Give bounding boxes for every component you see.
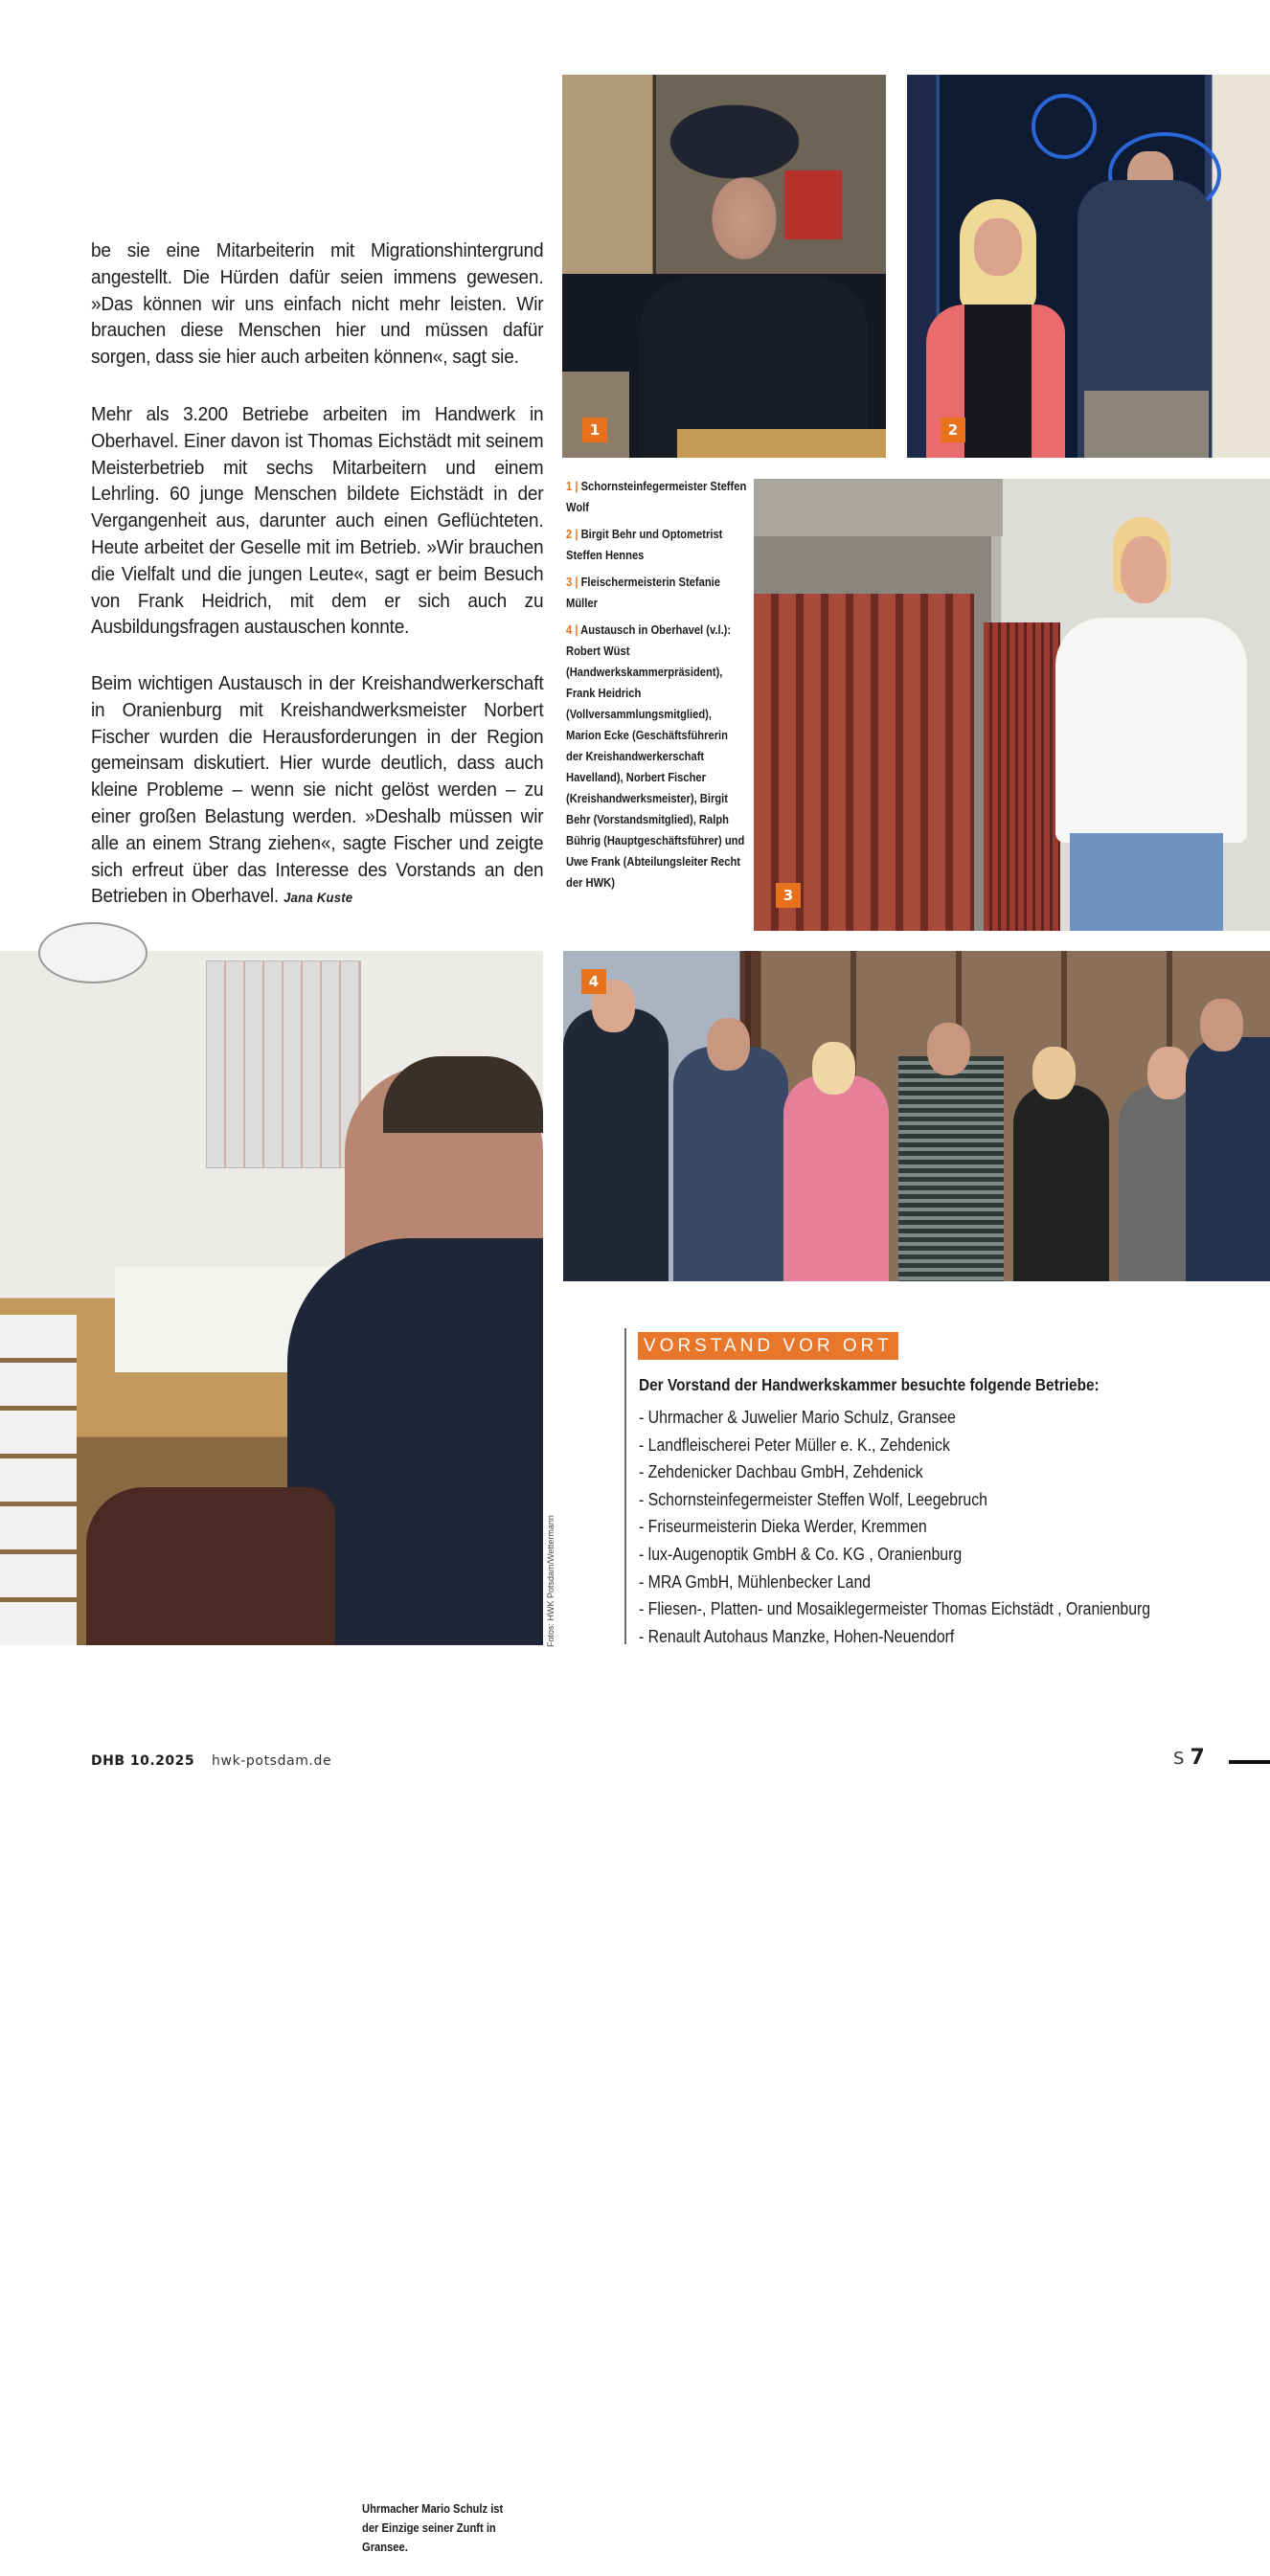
article-paragraph-1: be sie eine Mitarbeiterin mit Migrationshintergrund angestellt. Die Hürden dafür seien immens gewesen. »Das können wir uns einfach nicht mehr leisten. Wir brauchen diese Menschen hier und müssen dafür sorgen, dass sie hier auch arbeiten können«, sagt sie. (91, 239, 544, 369)
list-item: - Zehdenicker Dachbau GmbH, Zehdenick (639, 1462, 923, 1482)
photo-butcher (754, 479, 1270, 931)
photo-group (563, 951, 1270, 1281)
page-number-value: 7 (1190, 1746, 1205, 1770)
photo-optician (907, 75, 1270, 458)
caption-4: 4 | Austausch in Oberhavel (v.l.): Robert Wüst (Handwerkskammerpräsident), Frank Heidrich (Vollversammlungsmitglied), Marion Ecke (Geschäftsführerin der Kreishandwerkerschaft Havelland), Norbert Fischer (Kreishandwerksmeister), Birgit Behr (Vorstandsmitglied), Ralph Bührig (Hauptgeschäftsführer) und Uwe Frank (Abteilungsleiter Recht der HWK) (566, 622, 745, 890)
list-item: - Friseurmeisterin Dieka Werder, Kremmen (639, 1517, 927, 1537)
article-column (91, 237, 543, 371)
photo-badge: 2 (941, 418, 965, 442)
watchmaker-caption: Uhrmacher Mario Schulz ist der Einzige seiner Zunft in Gransee. (351, 2486, 521, 2576)
caption-3: 3 | Fleischermeisterin Stefanie Müller (566, 575, 720, 610)
photo-badge: 4 (581, 969, 606, 994)
infobox-rule (624, 1328, 626, 1644)
page-prefix: S (1173, 1749, 1185, 1769)
photo-captions (566, 476, 747, 899)
list-item: - lux-Augenoptik GmbH & Co. KG , Oranienburg (639, 1544, 963, 1564)
photo-badge: 1 (582, 418, 607, 442)
footer-rule (1229, 1760, 1270, 1764)
article-paragraph-2: Mehr als 3.200 Betriebe arbeiten im Handwerk in Oberhavel. Einer davon ist Thomas Eichstädt mit seinem Meisterbetrieb mit sechs Mitarbeitern und einem Lehrling. 60 junge Menschen bildete Eichstädt in der Vergangenheit aus, darunter auch einen Geflüchteten. Heute arbeitet der Geselle mit im Betrieb. »Wir brauchen die Vielfalt und die jungen Leute«, sagt er beim Besuch von Frank Heidrich, mit dem er sich auch zu Ausbildungsfragen austauschen konnte. (91, 403, 544, 639)
issue-label: DHB 10.2025 (91, 1753, 195, 1769)
list-item: - Uhrmacher & Juwelier Mario Schulz, Gransee (639, 1408, 957, 1427)
photo-chimney-sweep (562, 75, 886, 458)
caption-2: 2 | Birgit Behr und Optometrist Steffen Hennes (566, 527, 723, 562)
photo-credit: Fotos: HWK Potsdam/Wettermann (546, 1515, 556, 1647)
list-item: - Fliesen-, Platten- und Mosaiklegermeister Thomas Eichstädt , Oranienburg (639, 1599, 1151, 1619)
author-byline: Jana Kuste (283, 890, 353, 906)
infobox (639, 1373, 1195, 1650)
footer-left (91, 1752, 331, 1769)
infobox-list (639, 1404, 1195, 1650)
article-column (91, 670, 543, 912)
infobox-heading: Der Vorstand der Handwerkskammer besuchte folgende Betriebe: (639, 1375, 1100, 1394)
page-number (1173, 1746, 1205, 1770)
list-item: - Landfleischerei Peter Müller e. K., Zehdenick (639, 1435, 950, 1455)
website-link[interactable]: hwk-potsdam.de (212, 1753, 332, 1769)
article-paragraph-3: Beim wichtigen Austausch in der Kreishandwerkerschaft in Oranienburg mit Kreishandwerksmeister Norbert Fischer wurden die Herausforderungen in der Region gemeinsam diskutiert. Hier wurde deutlich, dass auch kleine Probleme – wenn sie nicht gelöst werden – zu einer großen Belastung werden. »Deshalb müssen wir alle an einem Strang ziehen«, sagte Fischer und zeigte sich erfreut über das Interesse des Vorstands an den Betrieben in Oberhavel. Jana Kuste (91, 672, 544, 908)
list-item: - Renault Autohaus Manzke, Hohen-Neuendorf (639, 1626, 955, 1646)
photo-badge: 3 (776, 883, 801, 908)
list-item: - Schornsteinfegermeister Steffen Wolf, Leegebruch (639, 1489, 987, 1509)
infobox-title: VORSTAND VOR ORT (638, 1332, 898, 1360)
list-item: - MRA GmbH, Mühlenbecker Land (639, 1571, 872, 1592)
article-column (91, 401, 543, 641)
caption-1: 1 | Schornsteinfegermeister Steffen Wolf (566, 479, 747, 514)
